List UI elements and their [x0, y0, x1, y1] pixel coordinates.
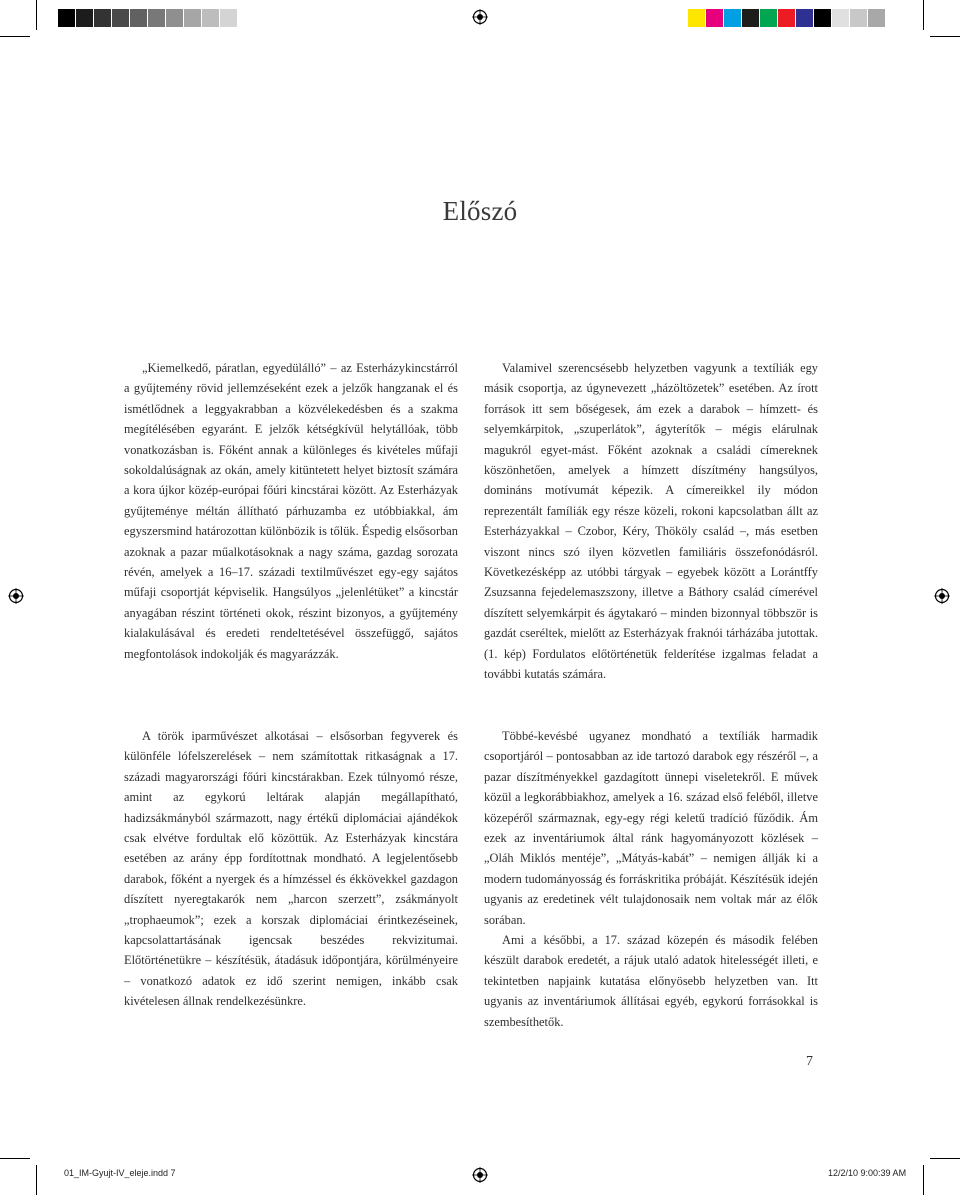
color-swatch	[58, 9, 76, 27]
registration-mark-icon	[472, 9, 488, 25]
text-column-right-upper	[484, 358, 818, 685]
registration-mark-icon	[8, 588, 24, 604]
color-swatch	[94, 9, 112, 27]
crop-mark	[930, 36, 960, 37]
registration-mark-icon	[934, 588, 950, 604]
registration-mark-icon	[472, 1167, 488, 1183]
text-column-left-upper	[124, 358, 458, 664]
color-swatch	[724, 9, 742, 27]
color-swatch	[166, 9, 184, 27]
crop-mark	[930, 1158, 960, 1159]
crop-mark	[923, 0, 924, 30]
color-swatch	[868, 9, 886, 27]
paragraph: „Kiemelkedő, páratlan, egyedülálló” – az Esterházykincstárról a gyűjtemény rövid jellemzéseként ezek a jelzők hangzanak el és ismétlődnek a leggyakrabban a közvélekedésben és a szakma megítélésében egyaránt. E jelzők kétségkívül helytállóak, több vonatkozásban is. Főként annak a különleges és kivételes műfaji sokoldalúságnak az okán, amely kitüntetett helyet biztosít számára a kora újkor közép-európai főúri kincstárai között. Az Esterházyak gyűjteménye méltán állítható párhuzamba ez utóbbiakkal, ám egyszersmind határozottan különbözik is tőlük. Éspedig elsősorban azoknak a pazar műalkotásoknak a nagy száma, gazdag sorozata révén, amelyek a 16–17. századi textilművészet egy-egy sajátos műfaji csoportját képviselik. Hangsúlyos „jelenlétüket” a kincstár anyagában részint történeti okok, részint bizonyos, a gyűjtemény kialakulásával és eredeti rendeltetésével összefüggő, sajátos megfontolások indokolják és magyarázzák.	[124, 361, 458, 661]
crop-mark	[0, 1158, 30, 1159]
crop-mark	[36, 0, 37, 30]
color-swatch	[796, 9, 814, 27]
color-swatch	[220, 9, 238, 27]
color-swatch	[814, 9, 832, 27]
text-column-left-lower	[124, 726, 458, 1012]
grayscale-color-bar	[58, 9, 238, 27]
page-title: Előszó	[442, 196, 518, 226]
color-swatch	[706, 9, 724, 27]
crop-mark	[923, 1165, 924, 1195]
paragraph: Többé-kevésbé ugyanez mondható a textíliák harmadik csoportjáról – pontosabban az ide tartozó darabok egy részéről –, a pazar díszítményekkel gazdagított ünnepi viseletekről. E művek közül a legkorábbiakhoz, amelyek a 16. század első feléből, illetve közepéről származnak, egy-egy régi keletű tradíció fűződik. Ám ezek az inventáriumok által ránk hagyományozott közlések – „Oláh Miklós mentéje”, „Mátyás-kabát” – nemigen állják ki a modern tudományosság és forráskritika próbáját. Készítésük idején ugyanis az eredetinek vélt tulajdonosaik nem voltak már az élők sorában.	[484, 729, 818, 927]
color-swatch	[76, 9, 94, 27]
color-swatch	[778, 9, 796, 27]
color-swatch	[184, 9, 202, 27]
color-swatch	[688, 9, 706, 27]
color-swatch	[148, 9, 166, 27]
crop-mark	[36, 1165, 37, 1195]
color-swatch	[742, 9, 760, 27]
paragraph: Ami a későbbi, a 17. század közepén és második felében készült darabok eredetét, a rájuk utaló adatok hitelességét illeti, e tekintetben napjaink kutatása előnyösebb helyzetben van. Itt ugyanis az inventáriumok állításai egyéb, egykorú forrásokkal is szembesíthetők.	[484, 933, 818, 1029]
crop-mark	[0, 36, 30, 37]
page-number: 7	[806, 1054, 813, 1069]
text-column-right-lower	[484, 726, 818, 1032]
color-swatch	[760, 9, 778, 27]
paragraph: A török iparművészet alkotásai – elsősorban fegyverek és különféle lófelszerelések – nem számítottak ritkaságnak a 17. századi magyarországi főúri kincstárakban. Ezek túlnyomó része, amint az egykorú leltárak alapján megállapítható, hadizsákmányból származott, nagy értékű diplomáciai ajándékok csak elvétve fordultak elő közöttük. Az Esterházyak kincstára esetében az arány épp fordítottnak mondható. A legjelentősebb darabok, főként a nyergek és a hímzéssel és ékkövekkel gazdagon díszített nyeregtakarók nem „harcon szerzett”, zsákmányolt „trophaeumok”; ezek a korszak diplomáciai érintkezéseinek, kapcsolattartásának igencsak beszédes rekvizitumai. Előtörténetükre – készítésük, átadásuk időpontjára, körülményeire – vonatkozó adatok ez idő szerint nemigen, inkább csak kivételesen állnak rendelkezésünkre.	[124, 729, 458, 1009]
slug-filename: 01_IM-Gyujt-IV_eleje.indd 7	[64, 1168, 176, 1178]
color-swatch	[112, 9, 130, 27]
color-swatch	[202, 9, 220, 27]
cmyk-color-bar	[688, 9, 886, 27]
paragraph: Valamivel szerencsésebb helyzetben vagyunk a textíliák egy másik csoportja, az úgynevezett „házöltözetek” esetében. Az írott források itt sem bőségesek, ám ezek a darabok – hímzett- és selyemkárpitok, „szuperlátok”, ágyterítők – mégis elárulnak magukról egyet-mást. Főként azoknak a családi címereknek köszönhetően, amelyek a hímzett díszítmény hangsúlyos, domináns motívumát képezik. A címereikkel ily módon reprezentált famíliák egy része közeli, rokoni kapcsolatban állt az Esterházyakkal – Czobor, Kéry, Thököly család –, más esetben viszont nincs szó ilyen közvetlen familiáris összefonódásról. Következésképp az utóbbi tárgyak – egyebek között a Lorántffy Zsuzsanna fejedelemaszszony, illetve a Báthory család címerével díszített selyemkárpit és ágytakaró – minden bizonnyal többször is gazdát cseréltek, mielőtt az Esterházyak fraknói tárházába jutottak. (1. kép) Fordulatos előtörténetük felderítése izgalmas feladat a további kutatás számára.	[484, 361, 818, 682]
color-swatch	[832, 9, 850, 27]
color-swatch	[850, 9, 868, 27]
color-swatch	[130, 9, 148, 27]
slug-timestamp: 12/2/10 9:00:39 AM	[828, 1168, 907, 1178]
